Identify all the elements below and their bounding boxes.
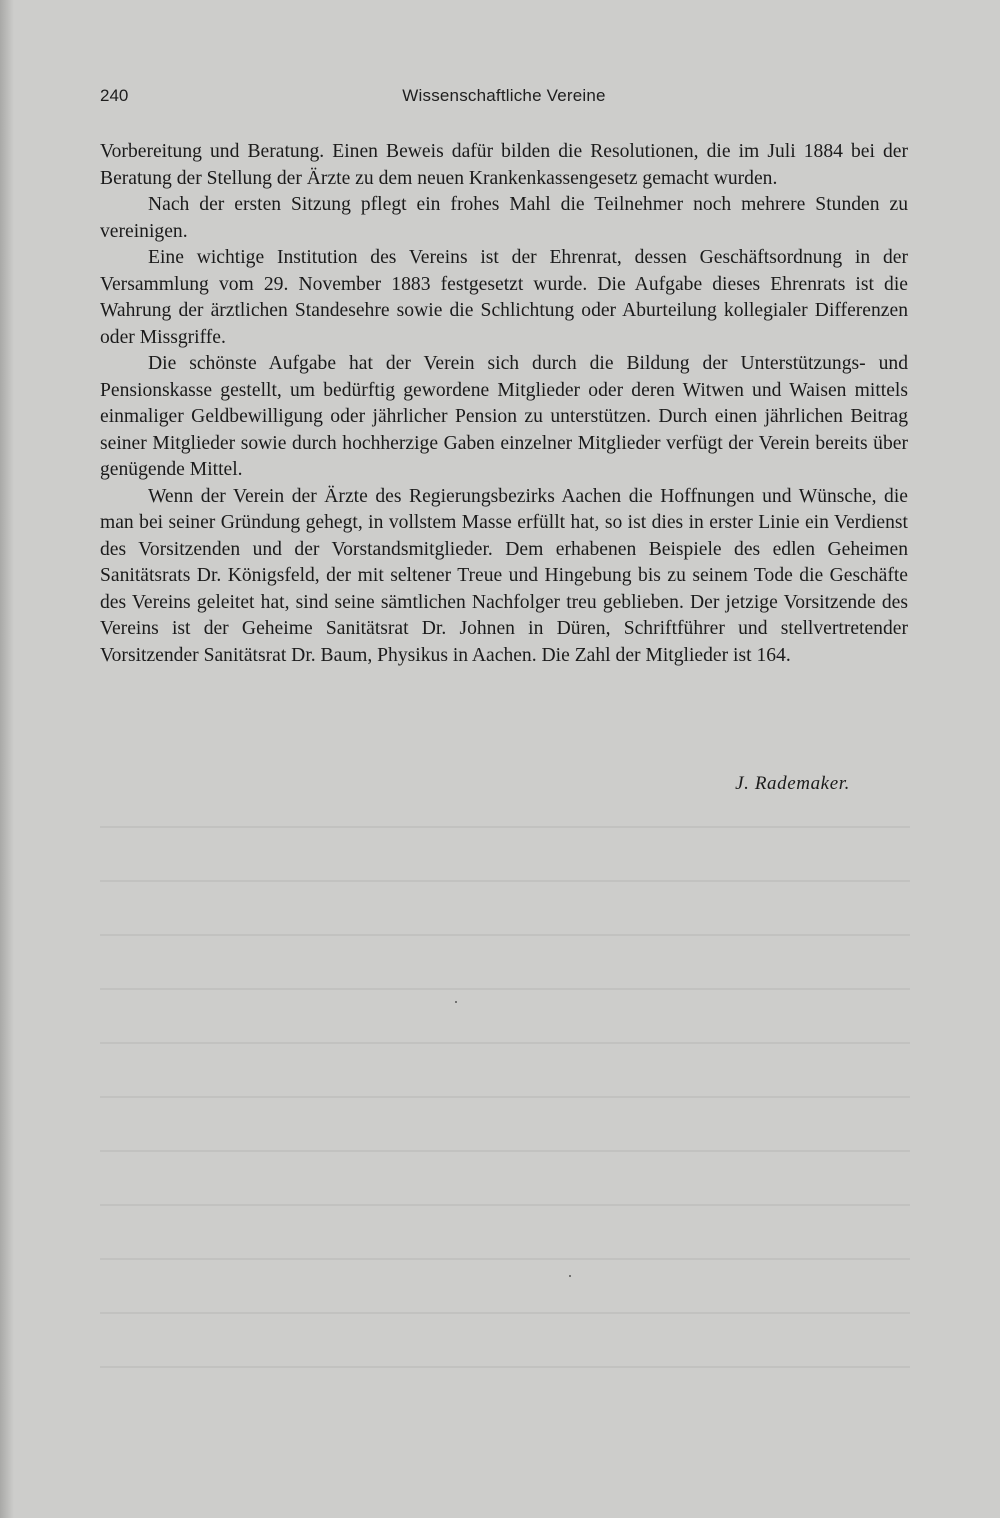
speck bbox=[455, 1001, 457, 1003]
show-through-line bbox=[100, 1366, 910, 1368]
author-signature: J. Rademaker. bbox=[735, 773, 850, 794]
show-through-line bbox=[100, 988, 910, 990]
show-through-line bbox=[100, 880, 910, 882]
show-through-line bbox=[100, 1150, 910, 1152]
page-header bbox=[100, 86, 908, 116]
body-text bbox=[100, 139, 908, 669]
show-through-line bbox=[100, 1258, 910, 1260]
show-through-line bbox=[100, 1096, 910, 1098]
paragraph-1: Vorbereitung und Beratung. Einen Beweis dafür bilden die Resolutionen, die im Juli 1884 bei der Beratung der Stellung der Ärzte zu dem neuen Krankenkassengesetz gemacht wurden. bbox=[100, 141, 908, 189]
running-title: Wissenschaftliche Vereine bbox=[402, 86, 606, 105]
paragraph-2: Nach der ersten Sitzung pflegt ein frohes Mahl die Teilnehmer noch mehrere Stunden zu vereinigen. bbox=[100, 194, 908, 242]
paragraph-4: Die schönste Aufgabe hat der Verein sich durch die Bildung der Unterstützungs- und Pensionskasse gestellt, um bedürftig gewordene Mitglieder oder deren Witwen und Waisen mittels einmaliger Geldbewilligung oder jährlicher Pension zu unterstützen. Durch einen jährlichen Beitrag seiner Mitglieder sowie durch hochherzige Gaben einzelner Mitglieder verfügt der Verein bereits über genügende Mittel. bbox=[100, 353, 908, 480]
page-number: 240 bbox=[100, 86, 129, 105]
page-edge-shadow bbox=[0, 0, 14, 1518]
show-through-line bbox=[100, 1204, 910, 1206]
show-through-line bbox=[100, 1042, 910, 1044]
paragraph-3: Eine wichtige Institution des Vereins ist der Ehrenrat, dessen Geschäftsordnung in der Versammlung vom 29. November 1883 festgesetzt wurde. Die Aufgabe dieses Ehrenrats ist die Wahrung der ärztlichen Standesehre sowie die Schlichtung oder Aburteilung kollegialer Differenzen oder Missgriffe. bbox=[100, 247, 908, 348]
show-through-line bbox=[100, 826, 910, 828]
show-through-line bbox=[100, 934, 910, 936]
paragraph-5: Wenn der Verein der Ärzte des Regierungsbezirks Aachen die Hoffnungen und Wünsche, die man bei seiner Gründung gehegt, in vollstem Masse erfüllt hat, so ist dies in erster Linie ein Verdienst des Vorsitzenden und der Vorstandsmitglieder. Dem erhabenen Beispiele des edlen Geheimen Sanitätsrats Dr. Königsfeld, der mit seltener Treue und Hingebung bis zu seinem Tode die Geschäfte des Vereins geleitet hat, sind seine sämtlichen Nachfolger treu geblieben. Der jetzige Vorsitzende des Vereins ist der Geheime Sanitätsrat Dr. Johnen in Düren, Schriftführer und stellvertretender Vorsitzender Sanitätsrat Dr. Baum, Physikus in Aachen. Die Zahl der Mitglieder ist 164. bbox=[100, 485, 908, 666]
show-through-line bbox=[100, 1312, 910, 1314]
speck bbox=[569, 1275, 571, 1277]
